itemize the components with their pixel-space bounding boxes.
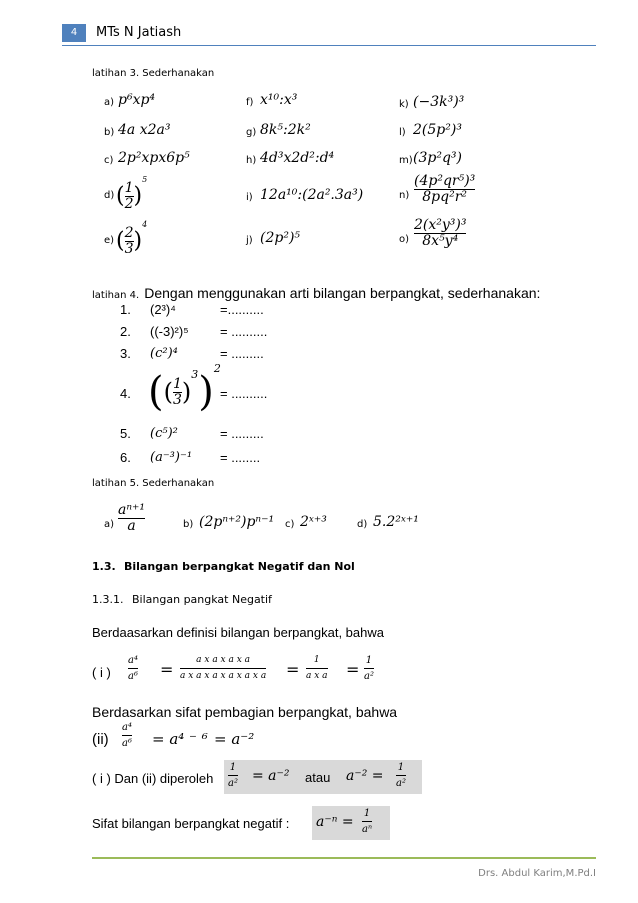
l4-item2-expr: ((-3)²)⁵ [150,324,189,339]
eq2-frac: $\frac{\text{a⁴}}{\text{a⁶}}$ [122,722,132,749]
l4-item5-num: 5. [120,426,131,441]
eq3-mid: = a⁻² [252,768,290,784]
l3-f-label: f) [246,97,254,108]
l4-item5-answer: = ......... [220,426,264,441]
header-divider [62,45,596,46]
latihan4-heading: latihan 4. Dengan menggunakan arti bilangan berpangkat, sederhanakan: [92,285,541,301]
l3-g-label: g) [246,127,257,138]
eq4-text: Sifat bilangan berpangkat negatif : [92,816,290,831]
l4-item6-num: 6. [120,450,131,465]
l4-item2-answer: = .......... [220,324,268,339]
l4-item5-expr: (c⁵)² [150,426,178,441]
l3-o-expr: $\frac{\text{2(x²y³)³}}{\text{8x⁵y⁴}}$ [414,217,467,249]
l5-b-expr: (2pⁿ⁺²)pⁿ⁻¹ [199,514,275,530]
page-number: 4 [62,24,86,42]
l3-f-expr: x¹⁰:x³ [260,92,298,108]
section-1-3-number: 1.3. [92,560,116,573]
eq2-part2: = a⁻² [214,730,255,748]
l3-b-label: b) [104,127,115,138]
eq3-rhs-frac: $\frac{1}{\text{a²}}$ [396,762,406,789]
footer-author: Drs. Abdul Karim,M.Pd.I [478,868,596,879]
l3-d-label: d) [104,190,115,201]
eq1-equals1: = [160,660,174,679]
footer-divider [92,857,596,859]
l3-c-label: c) [104,155,114,166]
l4-item4-expr: (( $\frac{1}{3}$ )$^3$)$^2$ [148,362,221,415]
l3-h-label: h) [246,155,257,166]
l4-item1-expr: (2³)⁴ [150,302,176,317]
eq3-atau: atau [305,770,331,785]
l4-item3-answer: = ......... [220,346,264,361]
l5-d-expr: 5.2²ˣ⁺¹ [373,514,419,530]
l5-d-label: d) [357,519,368,530]
section-1-3-title: Bilangan berpangkat Negatif dan Nol [124,560,355,573]
l3-h-expr: 4d³x2d²:d⁴ [260,150,335,166]
l5-a-label: a) [104,519,115,530]
l3-b-expr: 4a x2a³ [118,122,171,138]
latihan3-heading: latihan 3. Sederhanakan [92,68,215,79]
l3-j-label: j) [246,235,253,246]
l5-b-label: b) [183,519,194,530]
l3-k-label: k) [399,99,409,110]
l4-item6-answer: = ........ [220,450,261,465]
eq3-frac: $\frac{1}{\text{a²}}$ [228,762,238,789]
l5-c-expr: 2ˣ⁺³ [300,514,327,530]
l3-k-expr: (−3k³)³ [413,94,465,110]
section-1-3-1-title: Bilangan pangkat Negatif [132,593,272,606]
latihan5-heading: latihan 5. Sederhanakan [92,478,215,489]
section-1-3-1-number: 1.3.1. [92,593,124,606]
eq1-frac1: $\frac{\text{a⁴}}{\text{a⁶}}$ [128,655,138,682]
eq4-lhs: a⁻ⁿ = [316,814,354,830]
l4-item3-num: 3. [120,346,131,361]
header-title: MTs N Jatiash [96,25,182,40]
l4-item2-num: 2. [120,324,131,339]
l3-e-label: e) [104,235,115,246]
l3-n-label: n) [399,190,410,201]
l3-c-expr: 2p²xpx6p⁵ [118,150,190,166]
eq1-frac3: $\frac{1}{\text{a x a}}$ [306,653,328,684]
l4-item4-num: 4. [120,386,131,401]
l3-i-expr: 12a¹⁰:(2a².3a³) [260,187,364,203]
l3-l-label: l) [399,127,406,138]
eq2-label: (ii) [92,731,109,748]
l4-item4-answer: = .......... [220,386,268,401]
l3-i-label: i) [246,192,253,203]
eq3-lhs: a⁻² = [346,768,384,784]
l3-a-label: a) [104,97,115,108]
l3-n-expr: $\frac{\text{(4p²qr⁵)³}}{\text{8pq²r²}}$ [414,173,476,205]
l4-item6-expr: (a⁻³)⁻¹ [150,450,193,465]
eq2-part1: = a⁴ ⁻ ⁶ [152,730,208,748]
eq1-frac4: $\frac{1}{\text{a²}}$ [364,655,374,682]
l3-d-expr: ( $\frac{1}{2}$ )$^5$ [116,175,148,212]
l5-a-expr: $\frac{\text{aⁿ⁺¹}}{a}$ [118,502,146,534]
eq3-text: ( i ) Dan (ii) diperoleh [92,771,214,786]
eq1-frac2: $\frac{\text{a x a x a x a}}{\text{a x a x a x a x a x a}}$ [180,653,266,684]
l3-e-expr: ( $\frac{2}{3}$ )$^4$ [116,220,148,257]
paragraph-definition: Berdaasarkan definisi bilangan berpangkat, bahwa [92,625,384,640]
l3-l-expr: 2(5p²)³ [413,122,462,138]
l3-a-expr: p⁶xp⁴ [118,92,156,108]
l4-item3-expr: (c²)⁴ [150,346,178,361]
eq1-label: ( i ) [92,665,111,680]
eq1-equals2: = [286,660,300,679]
l5-c-label: c) [285,519,295,530]
l3-m-expr: (3p²q³) [413,150,462,166]
l3-g-expr: 8k⁵:2k² [260,122,311,138]
l4-item1-num: 1. [120,302,131,317]
l3-j-expr: (2p²)⁵ [260,230,301,246]
eq1-equals3: = [346,660,360,679]
eq4-rhs-frac: $\frac{1}{\text{aⁿ}}$ [362,808,373,835]
l3-o-label: o) [399,234,410,245]
l3-m-label: m) [399,155,413,166]
l4-item1-answer: =.......... [220,302,264,317]
paragraph-division: Berdasarkan sifat pembagian berpangkat, bahwa [92,704,398,720]
